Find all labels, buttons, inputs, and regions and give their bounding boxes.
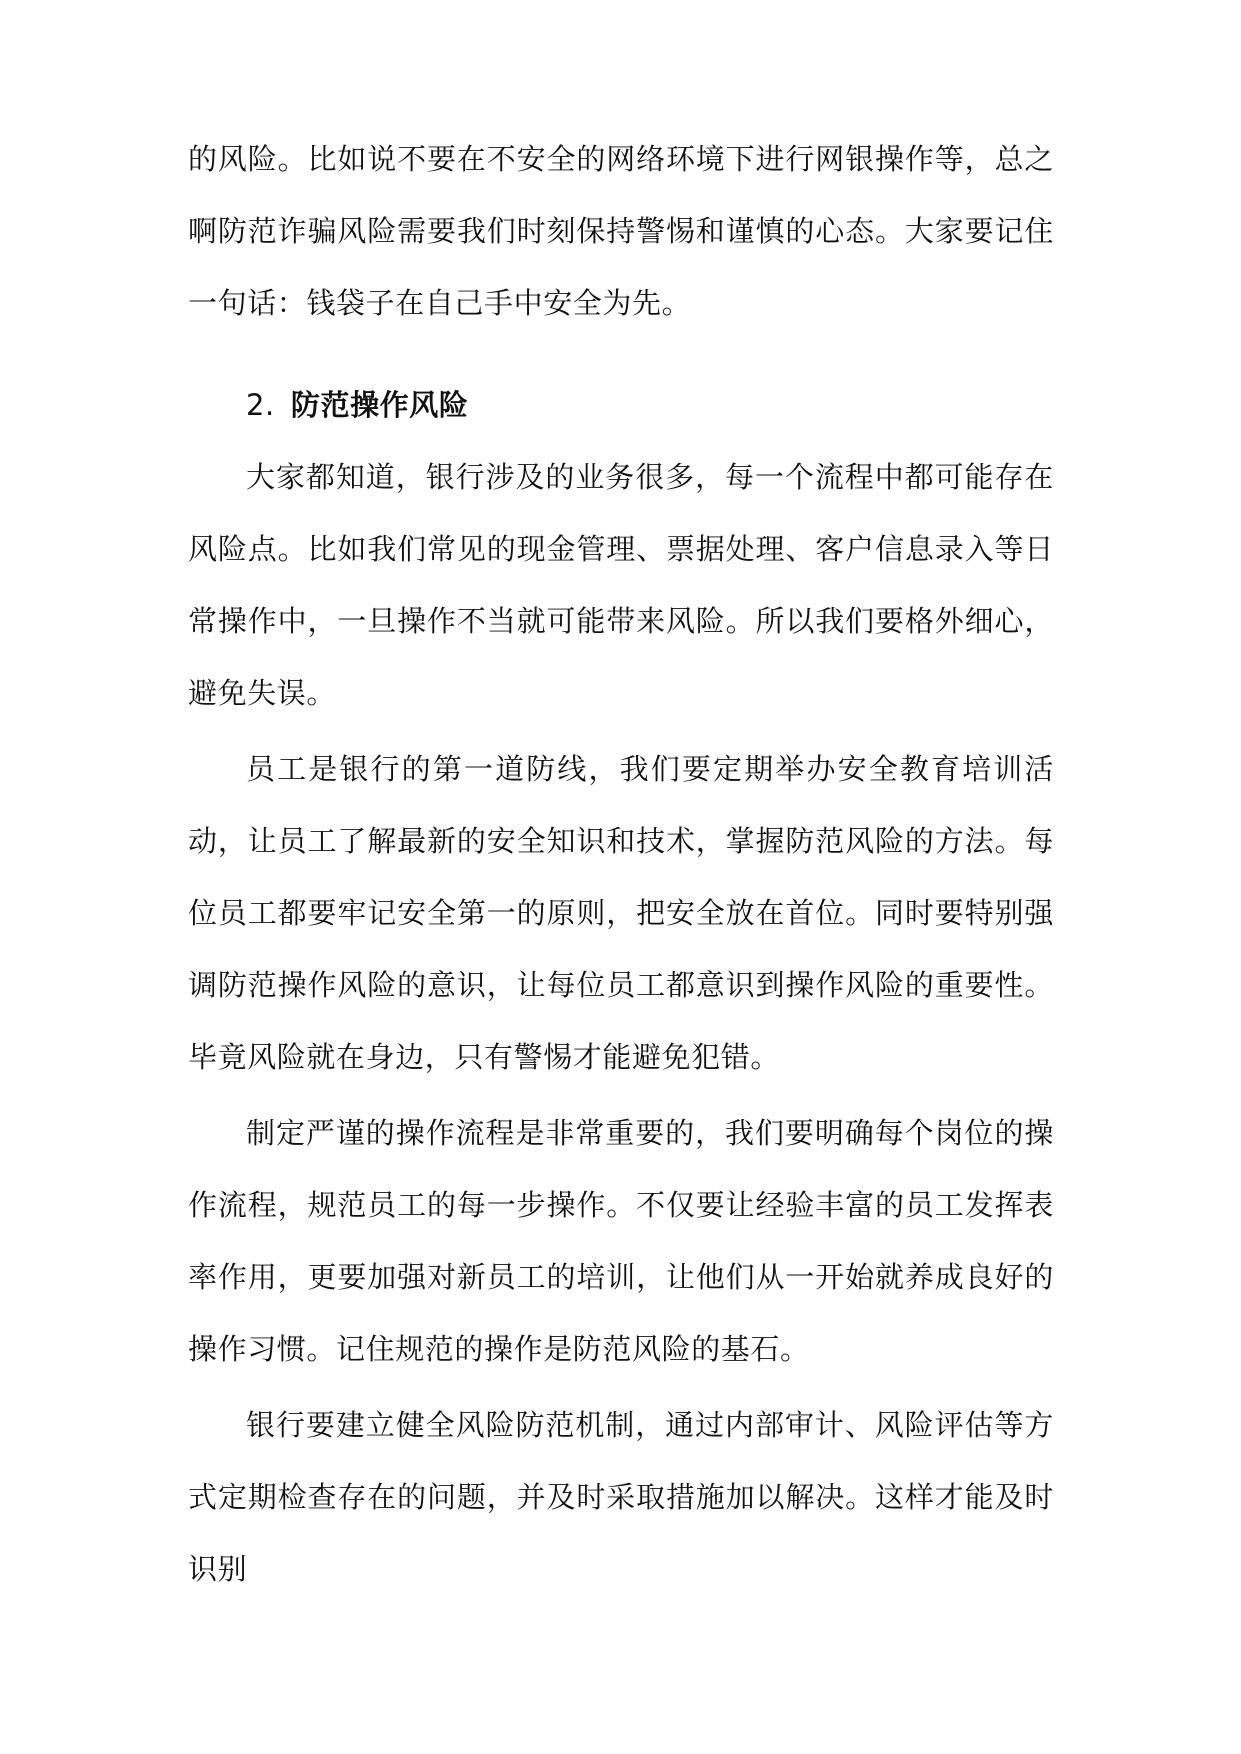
section-spacer [188, 339, 1054, 369]
paragraph-3: 制定严谨的操作流程是非常重要的，我们要明确每个岗位的操作流程，规范员工的每一步操作。不仅要让经验丰富的员工发挥表率作用，更要加强对新员工的培训，让他们从一开始就养成良好的操作习惯。记住规范的操作是防范风险的基石。 [188, 1116, 1054, 1366]
text-column [188, 123, 1054, 1605]
section-title: 防范操作风险 [290, 388, 469, 422]
paragraph-2: 员工是银行的第一道防线，我们要定期举办安全教育培训活动，让员工了解最新的安全知识和技术，掌握防范风险的方法。每位员工都要牢记安全第一的原则，把安全放在首位。同时要特别强调防范操作风险的意识，让每位员工都意识到操作风险的重要性。毕竟风险就在身边，只有警惕才能避免犯错。 [188, 752, 1054, 1074]
paragraph-continued: 的风险。比如说不要在不安全的网络环境下进行网银操作等，总之啊防范诈骗风险需要我们时刻保持警惕和谨慎的心态。大家要记住一句话：钱袋子在自己手中安全为先。 [188, 142, 1054, 320]
paragraph-4: 银行要建立健全风险防范机制，通过内部审计、风险评估等方式定期检查存在的问题，并及时采取措施加以解决。这样才能及时识别 [188, 1408, 1054, 1586]
paragraph-1: 大家都知道，银行涉及的业务很多，每一个流程中都可能存在风险点。比如我们常见的现金管理、票据处理、客户信息录入等日常操作中，一旦操作不当就可能带来风险。所以我们要格外细心，避免失误。 [188, 460, 1054, 710]
section-heading [188, 369, 1054, 441]
section-number: 2. [246, 388, 275, 422]
